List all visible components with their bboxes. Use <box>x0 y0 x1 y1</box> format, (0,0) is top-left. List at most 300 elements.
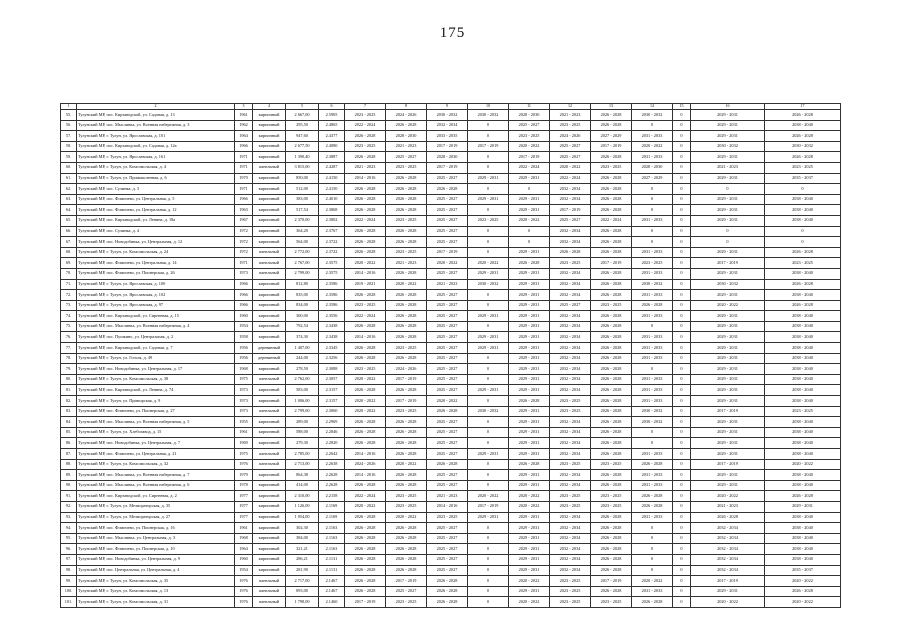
table-cell: 383,00 <box>286 194 319 205</box>
table-cell: кирпичный <box>253 226 286 237</box>
table-cell: 2021 - 2023 <box>691 501 765 512</box>
table-cell: 2025 - 2027 <box>550 141 591 152</box>
table-cell: 2026 - 2028 <box>386 480 427 491</box>
table-cell: 0 <box>673 226 691 237</box>
table-cell: 2026 - 2028 <box>345 194 386 205</box>
table-cell: 2026 - 2028 <box>386 438 427 449</box>
table-cell: 2020 - 2022 <box>427 396 468 407</box>
table-cell: 2020 - 2022 <box>509 491 550 502</box>
row-number: 56. <box>61 120 77 131</box>
table-cell: 2029 - 2031 <box>509 343 550 354</box>
table-cell: 2032 - 2034 <box>691 533 765 544</box>
table-cell: 0 <box>632 237 673 248</box>
table-cell: 0 <box>632 544 673 555</box>
table-cell: 0 <box>765 184 841 195</box>
table-row <box>61 523 841 534</box>
page-number: 175 <box>439 25 466 41</box>
table-cell: 0 <box>632 194 673 205</box>
table-cell: 2031 - 2033 <box>632 470 673 481</box>
table-cell: 2029 - 2031 <box>691 396 765 407</box>
table-cell: 2026 - 2028 <box>345 226 386 237</box>
row-number: 71. <box>61 279 77 290</box>
row-number: 55. <box>61 110 77 121</box>
column-number: 5 <box>286 104 319 110</box>
table-cell: 2029 - 2031 <box>509 332 550 343</box>
table-cell: 2023 - 2025 <box>386 501 427 512</box>
table-cell: 2026 - 2028 <box>345 554 386 565</box>
table-cell: 2026 - 2028 <box>345 321 386 332</box>
table-cell: 2030 - 2032 <box>691 279 765 290</box>
table-cell: кирпичный <box>253 533 286 544</box>
table-cell: 2.5905 <box>319 110 345 121</box>
table-cell: кирпичный <box>253 290 286 301</box>
address-cell: Тулунский МР, г. Тулун, ул. Комсомольская, д. 31 <box>77 597 235 608</box>
address-cell: Тулунский МР, пос. Новодобинка, ул. Центральная, д. 7 <box>77 438 235 449</box>
table-cell: 1 407,00 <box>286 343 319 354</box>
table-cell: 0 <box>691 226 765 237</box>
table-cell: 2.3438 <box>319 332 345 343</box>
table-cell: 0 <box>673 417 691 428</box>
table-cell: 2026 - 2028 <box>386 332 427 343</box>
table-cell: 2020 - 2022 <box>345 374 386 385</box>
table-cell: 0 <box>691 184 765 195</box>
table-cell: 0 <box>468 417 509 428</box>
column-number: 14 <box>632 104 673 110</box>
table-cell: 0 <box>632 120 673 131</box>
table-cell: 0 <box>632 226 673 237</box>
table-cell: 0 <box>632 321 673 332</box>
table-cell: 2026 - 2028 <box>632 300 673 311</box>
table-cell: 2.1460 <box>319 597 345 608</box>
table-cell: 2.3157 <box>319 396 345 407</box>
table-cell: 2026 - 2028 <box>386 385 427 396</box>
table-cell: 2029 - 2031 <box>509 374 550 385</box>
table-cell: 2014 - 2016 <box>345 268 386 279</box>
row-number: 92. <box>61 501 77 512</box>
address-cell: Тулунский МР, г. Тулун, ул. Комсомольская, д. 4 <box>77 162 235 173</box>
table-cell: 0 <box>468 554 509 565</box>
table-cell: 2029 - 2031 <box>509 512 550 523</box>
table-cell: 2026 - 2028 <box>591 449 632 460</box>
table-cell: 0 <box>673 247 691 258</box>
table-cell: 2028 - 2030 <box>427 152 468 163</box>
table-cell: 1976 <box>235 459 253 470</box>
table-cell: 2026 - 2028 <box>345 576 386 587</box>
table-cell: 1956 <box>235 353 253 364</box>
table-cell: 0 <box>673 258 691 269</box>
table-cell: 2017 - 2019 <box>345 597 386 608</box>
table-cell: 0 <box>509 226 550 237</box>
table-cell: 2023 - 2025 <box>765 406 841 417</box>
row-number: 94. <box>61 523 77 534</box>
table-cell: 2031 - 2033 <box>632 385 673 396</box>
row-number: 88. <box>61 459 77 470</box>
table-cell: 2017 - 2019 <box>386 374 427 385</box>
row-number: 86. <box>61 438 77 449</box>
table-cell: 2038 - 2040 <box>765 120 841 131</box>
table-cell: 278,50 <box>286 364 319 375</box>
table-cell: 2.3575 <box>319 268 345 279</box>
table-cell: 2.3586 <box>319 279 345 290</box>
table-cell: 2.2628 <box>319 480 345 491</box>
table-cell: 2031 - 2033 <box>632 396 673 407</box>
table-cell: 2022 - 2024 <box>550 173 591 184</box>
row-number: 63. <box>61 194 77 205</box>
table-cell: 2025 - 2027 <box>427 215 468 226</box>
table-cell: 2029 - 2031 <box>509 565 550 576</box>
table-cell: 2017 - 2019 <box>591 258 632 269</box>
table-cell: 2026 - 2028 <box>591 565 632 576</box>
table-cell: 2026 - 2028 <box>386 321 427 332</box>
table-cell: 2017 - 2019 <box>427 141 468 152</box>
table-row <box>61 406 841 417</box>
table-cell: 2026 - 2028 <box>765 491 841 502</box>
table-cell: 2029 - 2031 <box>509 300 550 311</box>
table-cell: 1961 <box>235 523 253 534</box>
address-cell: Тулунский МР, пос. Мыслинка, ул. Центральная, д. 3 <box>77 533 235 544</box>
table-cell: 1 798,00 <box>286 597 319 608</box>
table-cell: 2025 - 2027 <box>427 374 468 385</box>
table-cell: 2020 - 2022 <box>345 501 386 512</box>
table-cell: 2032 - 2034 <box>550 512 591 523</box>
table-cell: 2031 - 2033 <box>632 215 673 226</box>
table-cell: 0 <box>632 533 673 544</box>
table-cell: панельный <box>253 374 286 385</box>
row-number: 77. <box>61 343 77 354</box>
table-cell: 2030 - 2032 <box>468 406 509 417</box>
table-cell: 2023 - 2025 <box>591 501 632 512</box>
table-cell: 0 <box>468 226 509 237</box>
address-cell: Тулунский МР, пос. Фомичево, ул. Пионерская, д. 26 <box>77 268 235 279</box>
table-cell: 2026 - 2028 <box>386 205 427 216</box>
table-cell: 2029 - 2031 <box>691 120 765 131</box>
table-cell: 2032 - 2034 <box>550 279 591 290</box>
table-cell: 2021 - 2023 <box>386 141 427 152</box>
table-cell: 0 <box>468 427 509 438</box>
table-cell: 1954 <box>235 321 253 332</box>
table-cell: 0 <box>468 544 509 555</box>
table-cell: кирпичный <box>253 544 286 555</box>
table-row <box>61 364 841 375</box>
table-cell: 0 <box>468 523 509 534</box>
table-cell: 2020 - 2022 <box>386 512 427 523</box>
row-number: 67. <box>61 237 77 248</box>
table-cell: 2026 - 2028 <box>509 396 550 407</box>
table-cell: 2026 - 2028 <box>386 533 427 544</box>
table-cell: 2014 - 2016 <box>345 173 386 184</box>
table-cell: 2023 - 2025 <box>550 258 591 269</box>
table-cell: 2.4080 <box>319 141 345 152</box>
table-cell: 2020 - 2022 <box>632 141 673 152</box>
table-cell: 2031 - 2033 <box>632 374 673 385</box>
table-cell: 2026 - 2028 <box>386 237 427 248</box>
table-cell: 2024 - 2026 <box>386 364 427 375</box>
table-cell: 2030 - 2032 <box>765 141 841 152</box>
table-cell: 2029 - 2031 <box>509 480 550 491</box>
table-cell: 1962 <box>235 120 253 131</box>
table-cell: 2020 - 2022 <box>550 162 591 173</box>
table-cell: 384,00 <box>286 533 319 544</box>
column-number: 7 <box>345 104 386 110</box>
table-cell: 2026 - 2028 <box>386 268 427 279</box>
column-number: 17 <box>765 104 841 110</box>
table-cell: 1 126,00 <box>286 501 319 512</box>
table-cell: 2.1163 <box>319 533 345 544</box>
table-cell: 2029 - 2031 <box>509 427 550 438</box>
table-cell: 2030 - 2032 <box>691 141 765 152</box>
address-cell: Тулунский МР, пос. Фомичево, ул. Центральная, д. 5 <box>77 194 235 205</box>
table-cell: 2017 - 2019 <box>691 258 765 269</box>
table-cell: 321,21 <box>286 544 319 555</box>
row-number: 83. <box>61 406 77 417</box>
table-cell: 2029 - 2031 <box>691 268 765 279</box>
row-number: 95. <box>61 533 77 544</box>
table-cell: 588,00 <box>286 427 319 438</box>
row-number: 58. <box>61 141 77 152</box>
table-cell: 0 <box>468 162 509 173</box>
table-cell: кирпичный <box>253 396 286 407</box>
table-cell: 2031 - 2033 <box>632 586 673 597</box>
address-cell: Тулунский МР, пос. Мыслинка, ул. Военная набережная, д. 5 <box>77 417 235 428</box>
table-cell: 2026 - 2028 <box>591 332 632 343</box>
table-cell: 0 <box>673 501 691 512</box>
table-cell: 2029 - 2031 <box>468 343 509 354</box>
row-number: 64. <box>61 205 77 216</box>
table-cell: 2029 - 2031 <box>691 449 765 460</box>
table-cell: 2025 - 2027 <box>427 449 468 460</box>
table-cell: 2026 - 2028 <box>386 353 427 364</box>
table-cell: панельный <box>253 576 286 587</box>
table-cell: 2 370,00 <box>286 215 319 226</box>
table-cell: 2.4150 <box>319 184 345 195</box>
column-number: 1 <box>61 104 77 110</box>
table-cell: 2026 - 2028 <box>345 131 386 142</box>
table-cell: 2032 - 2034 <box>550 364 591 375</box>
address-cell: Тулунский МР, пос. Мыслинка, ул. Военная набережная, д. 4 <box>77 321 235 332</box>
table-cell: 1960 <box>235 554 253 565</box>
table-cell: 0 <box>673 332 691 343</box>
table-cell: 2032 - 2034 <box>550 194 591 205</box>
table-cell: 2026 - 2028 <box>591 554 632 565</box>
table-cell: 792,54 <box>286 321 319 332</box>
table-cell: 2032 - 2034 <box>550 374 591 385</box>
table-cell: 2031 - 2033 <box>632 449 673 460</box>
table-cell: кирпичный <box>253 501 286 512</box>
table-cell: 2026 - 2028 <box>591 438 632 449</box>
table-cell: 2026 - 2028 <box>591 512 632 523</box>
table-cell: 1971 <box>235 162 253 173</box>
table-cell: 2020 - 2022 <box>386 279 427 290</box>
table-cell: 0 <box>673 152 691 163</box>
table-cell: 2026 - 2028 <box>591 523 632 534</box>
table-cell: 2038 - 2040 <box>765 205 841 216</box>
table-row <box>61 290 841 301</box>
table-cell: 1973 <box>235 268 253 279</box>
table-row <box>61 237 841 248</box>
row-number: 79. <box>61 364 77 375</box>
table-cell: 295,50 <box>286 120 319 131</box>
row-number: 98. <box>61 565 77 576</box>
table-cell: 281,90 <box>286 565 319 576</box>
table-cell: 2017 - 2019 <box>427 247 468 258</box>
table-cell: 2026 - 2028 <box>345 237 386 248</box>
table-cell: 2.1131 <box>319 554 345 565</box>
table-cell: 0 <box>468 586 509 597</box>
table-cell: 0 <box>691 237 765 248</box>
table-cell: 2026 - 2028 <box>591 343 632 354</box>
table-cell: 2.1163 <box>319 544 345 555</box>
address-cell: Тулунский МР, г. Тулун, ул. Комсомольская, д. 35 <box>77 576 235 587</box>
table-row <box>61 321 841 332</box>
table-cell: 2025 - 2027 <box>427 353 468 364</box>
table-row <box>61 110 841 121</box>
table-cell: 2017 - 2019 <box>386 576 427 587</box>
address-cell: Тулунский МР, пос. Кирзаводской, ул. Садовая, д. 13 <box>77 110 235 121</box>
table-cell: 2026 - 2028 <box>345 290 386 301</box>
table-cell: кирпичный <box>253 173 286 184</box>
table-cell: 0 <box>673 565 691 576</box>
table-cell: 0 <box>468 364 509 375</box>
table-cell: 0 <box>468 120 509 131</box>
table-cell: 244,00 <box>286 353 319 364</box>
table-cell: 2026 - 2028 <box>591 194 632 205</box>
table-cell: 2023 - 2025 <box>386 215 427 226</box>
table-cell: кирпичный <box>253 364 286 375</box>
table-cell: 2031 - 2033 <box>632 290 673 301</box>
table-row <box>61 173 841 184</box>
table-cell: 2031 - 2033 <box>632 311 673 322</box>
table-cell: 2029 - 2031 <box>509 290 550 301</box>
table-row <box>61 343 841 354</box>
table-cell: 2.3887 <box>319 152 345 163</box>
table-cell: 2029 - 2031 <box>468 512 509 523</box>
table-cell: 2029 - 2031 <box>509 554 550 565</box>
table-cell: 512,00 <box>286 184 319 195</box>
table-cell: 2.3088 <box>319 364 345 375</box>
table-cell: 2029 - 2031 <box>509 311 550 322</box>
address-cell: Тулунский МР, г. Тулун, ул. Комсомольская, д. 13 <box>77 586 235 597</box>
table-cell: 0 <box>632 523 673 534</box>
table-cell: 2024 - 2026 <box>550 131 591 142</box>
table-cell: 2026 - 2028 <box>591 374 632 385</box>
row-number: 78. <box>61 353 77 364</box>
table-cell: 2026 - 2028 <box>591 237 632 248</box>
table-cell: 2.1163 <box>319 523 345 534</box>
table-cell: 2026 - 2028 <box>765 110 841 121</box>
table-cell: кирпичный <box>253 427 286 438</box>
table-cell: 2020 - 2022 <box>509 141 550 152</box>
address-cell: Тулунский МР, пос. Кирзаводской, ул. Ленина, д. 18а <box>77 215 235 226</box>
table-cell: 0 <box>468 576 509 587</box>
table-cell: кирпичный <box>253 215 286 226</box>
table-cell: 2023 - 2025 <box>765 162 841 173</box>
table-cell: 2025 - 2027 <box>427 237 468 248</box>
table-cell: 2038 - 2040 <box>765 512 841 523</box>
table-cell: 2026 - 2028 <box>427 576 468 587</box>
table-cell: 2 767,00 <box>286 258 319 269</box>
table-cell: 2025 - 2027 <box>427 300 468 311</box>
table-cell: 2017 - 2019 <box>427 162 468 173</box>
table-cell: 947,60 <box>286 131 319 142</box>
table-row <box>61 438 841 449</box>
table-cell: 2029 - 2031 <box>691 205 765 216</box>
table-cell: 2023 - 2025 <box>550 586 591 597</box>
table-cell: 2020 - 2022 <box>345 258 386 269</box>
table-cell: 289,00 <box>286 417 319 428</box>
table-row <box>61 300 841 311</box>
row-number: 65. <box>61 215 77 226</box>
table-cell: 2025 - 2027 <box>427 565 468 576</box>
table-cell: 2026 - 2028 <box>386 184 427 195</box>
table-cell: 2025 - 2027 <box>550 152 591 163</box>
table-cell: 2030 - 2032 <box>632 406 673 417</box>
table-cell: панельный <box>253 459 286 470</box>
address-cell: Тулунский МР, пос. Мыслинка, ул. Военная набережная, д. 3 <box>77 120 235 131</box>
address-cell: Тулунский МР, пос. Сулинка, д. 4 <box>77 226 235 237</box>
table-cell: 0 <box>632 364 673 375</box>
table-cell: 0 <box>673 449 691 460</box>
row-number: 96. <box>61 544 77 555</box>
table-cell: 2025 - 2027 <box>427 554 468 565</box>
table-cell: 2.3586 <box>319 290 345 301</box>
table-cell: 2.1467 <box>319 576 345 587</box>
table-row <box>61 459 841 470</box>
table-cell: 1963 <box>235 205 253 216</box>
table-cell: 2.3767 <box>319 226 345 237</box>
table-cell: 2023 - 2025 <box>345 141 386 152</box>
table-cell: 2029 - 2031 <box>509 279 550 290</box>
table-cell: 2026 - 2028 <box>591 120 632 131</box>
table-row <box>61 586 841 597</box>
table-row <box>61 184 841 195</box>
table-cell: 2026 - 2028 <box>591 110 632 121</box>
table-cell: кирпичный <box>253 554 286 565</box>
table-cell: 2026 - 2028 <box>765 586 841 597</box>
table-cell: 2032 - 2034 <box>550 523 591 534</box>
repair-schedule-table <box>60 103 841 608</box>
table-cell: 2025 - 2027 <box>550 300 591 311</box>
table-cell: 2032 - 2034 <box>550 343 591 354</box>
table-cell: 2029 - 2031 <box>509 364 550 375</box>
table-cell: 1976 <box>235 597 253 608</box>
table-cell: 812,80 <box>286 279 319 290</box>
address-cell: Тулунский МР, г. Тулун, ул. Ярославская, д. 97 <box>77 300 235 311</box>
table-cell: 0 <box>632 438 673 449</box>
table-cell: 2026 - 2028 <box>386 173 427 184</box>
table-cell: 2026 - 2028 <box>591 544 632 555</box>
table-cell: 2021 - 2023 <box>427 491 468 502</box>
table-cell: 2.2158 <box>319 491 345 502</box>
table-cell: 2029 - 2031 <box>509 194 550 205</box>
table-cell: 0 <box>673 141 691 152</box>
table-cell: 2020 - 2022 <box>509 501 550 512</box>
table-cell: 2029 - 2031 <box>509 205 550 216</box>
table-cell: 2031 - 2033 <box>632 343 673 354</box>
table-cell: 2021 - 2023 <box>550 110 591 121</box>
table-cell: 2026 - 2028 <box>691 512 765 523</box>
table-cell: кирпичный <box>253 205 286 216</box>
column-number: 15 <box>673 104 691 110</box>
table-cell: 2038 - 2040 <box>765 544 841 555</box>
table-cell: 2023 - 2025 <box>386 597 427 608</box>
address-cell: Тулунский МР, г. Тулун, ул. Мелиораторская, д. 27 <box>77 512 235 523</box>
column-number: 3 <box>235 104 253 110</box>
table-row <box>61 268 841 279</box>
table-cell: 2038 - 2040 <box>765 523 841 534</box>
row-number: 72. <box>61 290 77 301</box>
table-cell: 2026 - 2028 <box>591 470 632 481</box>
table-cell: 2029 - 2031 <box>691 247 765 258</box>
